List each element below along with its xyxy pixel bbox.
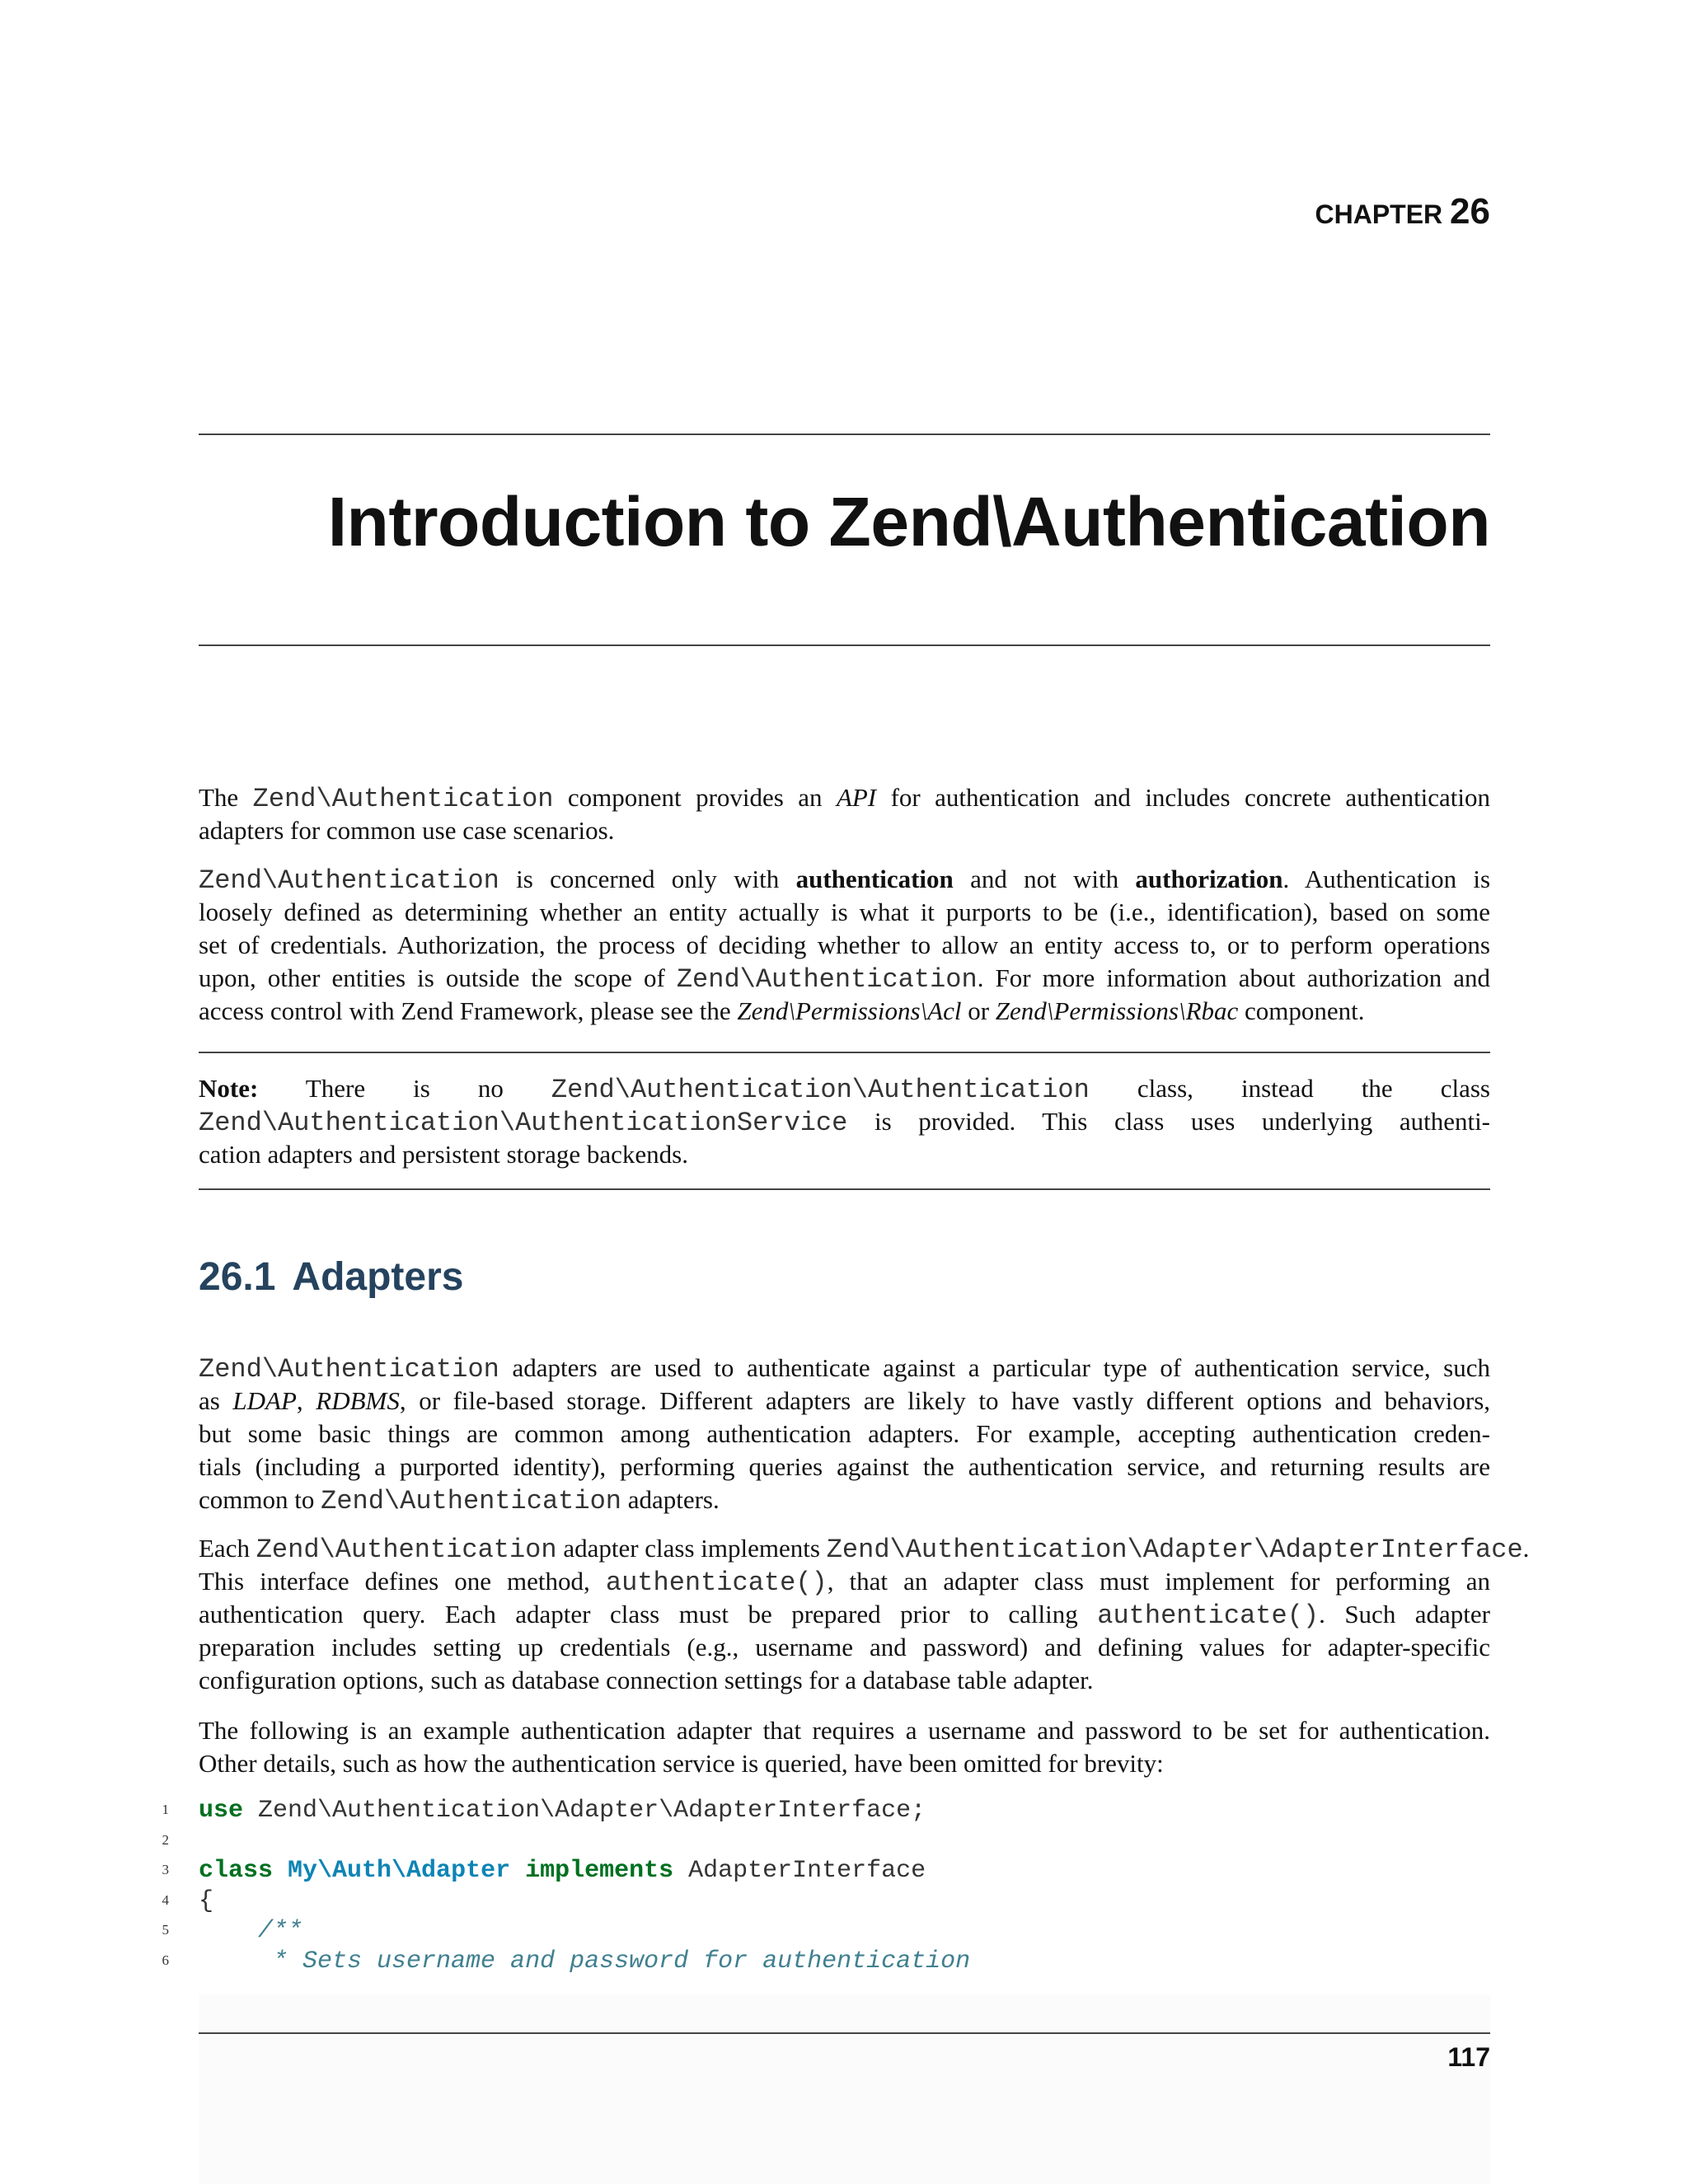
text-line: set of credentials. Authorization, the process of deciding whether to allow an entity access to, or to perform operations: [199, 930, 1490, 959]
text-line: common to Zend\Authentication adapters.: [199, 1485, 720, 1516]
line-number: 1: [162, 1802, 169, 1817]
line-number: 3: [162, 1862, 169, 1878]
section-heading: [199, 1254, 463, 1300]
text-line: tials (including a purported identity), performing queries against the authentication service, and returning results are: [199, 1452, 1490, 1481]
note-rule-top: [199, 1052, 1490, 1053]
code-line: 6 * Sets username and password for authentication: [162, 1947, 971, 1975]
text-line: access control with Zend Framework, please see the Zend\Permissions\Acl or Zend\Permissions\Rbac component.: [199, 996, 1365, 1025]
text-line: but some basic things are common among authentication adapters. For example, accepting authentication creden-: [199, 1419, 1490, 1448]
code-line: 3 class My\Auth\Adapter implements AdapterInterface: [162, 1857, 926, 1886]
line-number: 5: [162, 1922, 169, 1938]
line-number: 6: [162, 1952, 169, 1968]
note-box: [199, 1072, 1490, 1171]
footer-rule: [199, 2032, 1490, 2034]
chapter-word: CHAPTER: [1315, 199, 1443, 229]
text-line: as LDAP, RDBMS, or file-based storage. Different adapters are likely to have vastly different options and behaviors,: [199, 1386, 1491, 1415]
note-label: Note:: [199, 1074, 259, 1103]
text-line: This interface defines one method, authenticate(), that an adapter class must implement for performing an: [199, 1567, 1491, 1598]
section-title: Adapters: [292, 1255, 464, 1299]
text-line: The following is an example authentication adapter that requires a username and password to be set for authentication.: [199, 1716, 1490, 1745]
line-number: 2: [162, 1831, 169, 1848]
acl-link[interactable]: Zend\Permissions\Acl: [737, 996, 962, 1025]
line-number: 4: [162, 1891, 169, 1908]
text-line: Zend\Authentication\AuthenticationService is provided. This class uses underlying authenti-: [199, 1107, 1490, 1138]
title-rule-bottom: [199, 644, 1490, 646]
title-rule-top: [199, 434, 1490, 435]
adapters-paragraph-2: [199, 1532, 1530, 1697]
code-line: 1 use Zend\Authentication\Adapter\AdapterInterface;: [162, 1797, 926, 1825]
adapters-paragraph-3: [199, 1714, 1490, 1780]
section-number: 26.1: [199, 1255, 276, 1299]
text-line: Each Zend\Authentication adapter class implements Zend\Authentication\Adapter\AdapterInterface.: [199, 1534, 1530, 1565]
text-line: preparation includes setting up credentials (e.g., username and password) and defining values for adapter-specific: [199, 1633, 1490, 1661]
page-number: 117: [1447, 2042, 1490, 2072]
adapters-paragraph-1: [199, 1352, 1490, 1516]
code-block: [161, 1797, 1492, 1978]
text-line: upon, other entities is outside the scope of Zend\Authentication. For more information about authorization and: [199, 963, 1490, 995]
text-line: cation adapters and persistent storage backends.: [199, 1140, 688, 1169]
note-rule-bottom: [199, 1188, 1490, 1190]
text-line: adapters for common use case scenarios.: [199, 816, 615, 845]
text-line: Other details, such as how the authentication service is queried, have been omitted for brevity:: [199, 1749, 1164, 1778]
intro-paragraph-2: [199, 863, 1490, 1028]
text-line: configuration options, such as database connection settings for a database table adapter.: [199, 1666, 1094, 1694]
rbac-link[interactable]: Zend\Permissions\Rbac: [995, 996, 1239, 1025]
chapter-label: [1315, 191, 1490, 232]
text-line: Note: There is no Zend\Authentication\Authentication class, instead the class: [199, 1074, 1490, 1105]
text-line: The Zend\Authentication component provides an API for authentication and includes concrete authentication: [199, 783, 1491, 814]
code-block-background: [199, 1994, 1490, 2184]
chapter-number: 26: [1450, 191, 1490, 232]
text-line: authentication query. Each adapter class must be prepared prior to calling authenticate(). Such adapter: [199, 1600, 1491, 1631]
text-line: Zend\Authentication adapters are used to authenticate against a particular type of authentication service, such: [199, 1353, 1491, 1385]
text-line: Zend\Authentication is concerned only with authentication and not with authorization. Authentication is: [199, 865, 1491, 896]
intro-paragraph-1: [199, 781, 1490, 847]
code-line: 5 /**: [162, 1917, 303, 1946]
code-line: [161, 1827, 1492, 1858]
code-line: 4 {: [162, 1886, 214, 1915]
text-line: loosely defined as determining whether an entity actually is what it purports to be (i.e., identification), based on some: [199, 898, 1490, 926]
chapter-title: Introduction to Zend\Authentication: [327, 483, 1490, 560]
